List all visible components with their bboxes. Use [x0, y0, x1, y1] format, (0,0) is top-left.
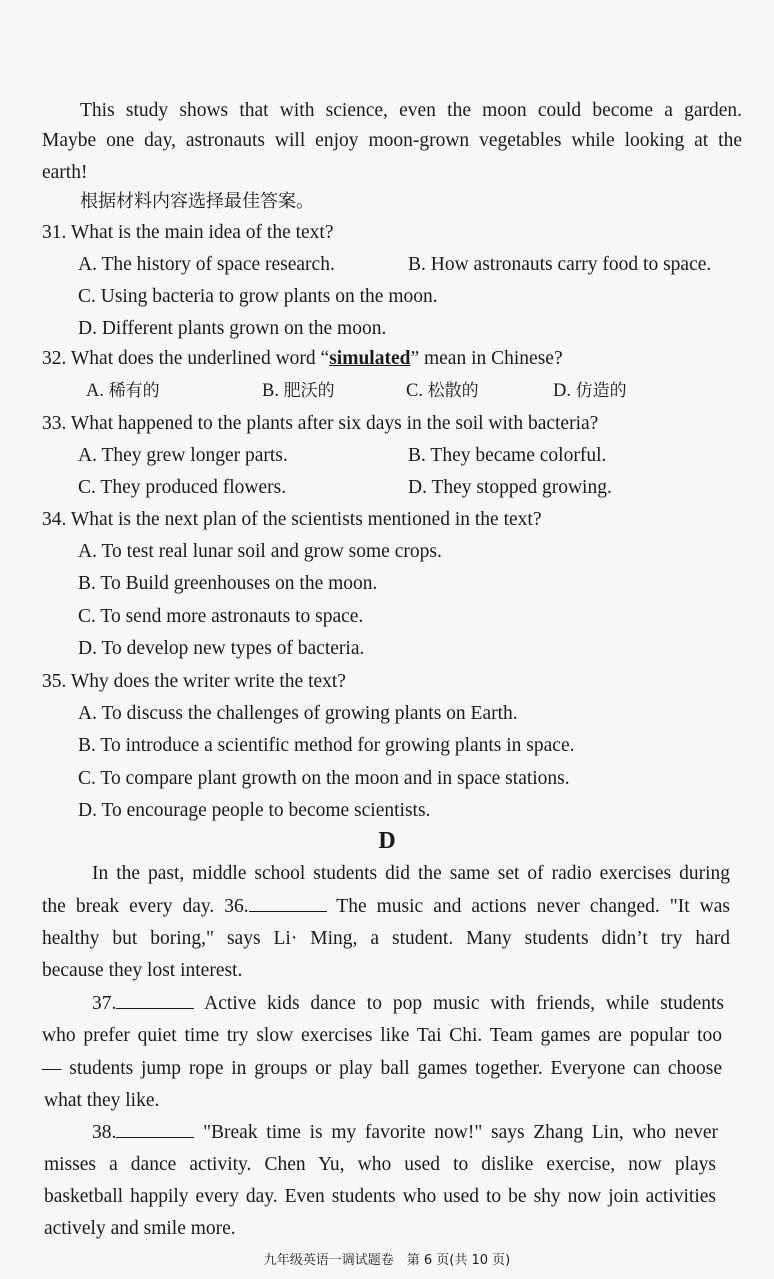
- option-34-d: D. To develop new types of bacteria.: [78, 638, 365, 659]
- para2-line-4: what they like.: [44, 1090, 160, 1111]
- para2-line-3: — students jump rope in groups or play ball games together. Everyone can choose: [42, 1058, 722, 1079]
- question-32-stem-post: ” mean in Chinese?: [410, 348, 563, 369]
- option-32-c: C. 松散的: [406, 381, 479, 401]
- option-35-c: C. To compare plant growth on the moon and in space stations.: [78, 768, 570, 789]
- question-31-stem: 31. What is the main idea of the text?: [42, 222, 334, 243]
- option-32-b: B. 肥沃的: [262, 381, 335, 401]
- para3-line-3: basketball happily every day. Even students who used to be shy now join activities: [44, 1186, 716, 1207]
- option-33-a: A. They grew longer parts.: [78, 445, 288, 466]
- option-34-a: A. To test real lunar soil and grow some crops.: [78, 541, 442, 562]
- blank-37[interactable]: [116, 990, 194, 1009]
- para2-line-2: who prefer quiet time try slow exercises like Tai Chi. Team games are popular too: [42, 1025, 722, 1046]
- blank-38[interactable]: [116, 1119, 194, 1138]
- option-32-d: D. 仿造的: [553, 381, 627, 401]
- blank-36[interactable]: [249, 893, 327, 912]
- intro-line-3: earth!: [42, 162, 88, 183]
- question-33-options-row-1: [78, 442, 774, 470]
- question-33-stem: 33. What happened to the plants after six days in the soil with bacteria?: [42, 413, 599, 434]
- option-35-d: D. To encourage people to become scientists.: [78, 800, 431, 821]
- question-35-stem: 35. Why does the writer write the text?: [42, 671, 346, 692]
- option-31-a: A. The history of space research.: [78, 254, 335, 275]
- option-31-b: B. How astronauts carry food to space.: [408, 254, 712, 275]
- para1-line-1: In the past, middle school students did the same set of radio exercises during: [92, 863, 730, 884]
- option-35-b: B. To introduce a scientific method for growing plants in space.: [78, 735, 575, 756]
- option-33-c: C. They produced flowers.: [78, 477, 287, 498]
- question-33-options-row-2: [78, 474, 774, 502]
- para2-line-1: 37. Active kids dance to pop music with friends, while students: [92, 990, 724, 1018]
- intro-line-1: This study shows that with science, even the moon could become a garden.: [80, 100, 742, 121]
- option-33-b: B. They became colorful.: [408, 445, 607, 466]
- question-31-options-row-1: [78, 251, 774, 279]
- para1-line-3: healthy but boring," says Li· Ming, a student. Many students didn’t try hard: [42, 928, 730, 949]
- question-34-stem: 34. What is the next plan of the scientists mentioned in the text?: [42, 509, 542, 530]
- option-32-a: A. 稀有的: [86, 381, 160, 401]
- option-31-c: C. Using bacteria to grow plants on the moon.: [78, 286, 438, 307]
- section-heading-d: D: [378, 828, 396, 854]
- para1-line-2: the break every day. 36. The music and actions never changed. "It was: [42, 893, 730, 921]
- option-34-b: B. To Build greenhouses on the moon.: [78, 573, 378, 594]
- option-34-c: C. To send more astronauts to space.: [78, 606, 364, 627]
- para1-line-4: because they lost interest.: [42, 960, 243, 981]
- page-footer: 九年级英语一调试题卷 第 6 页(共 10 页): [263, 1253, 511, 1268]
- para3-line-1: 38. "Break time is my favorite now!" says Zhang Lin, who never: [92, 1119, 718, 1147]
- option-33-d: D. They stopped growing.: [408, 477, 612, 498]
- underlined-word: simulated: [329, 348, 411, 369]
- option-35-a: A. To discuss the challenges of growing plants on Earth.: [78, 703, 518, 724]
- question-32-stem-pre: 32. What does the underlined word “: [42, 348, 330, 369]
- para3-line-2: misses a dance activity. Chen Yu, who used to dislike exercise, now plays: [44, 1154, 716, 1175]
- instruction: 根据材料内容选择最佳答案。: [80, 191, 314, 212]
- option-31-d: D. Different plants grown on the moon.: [78, 318, 387, 339]
- intro-line-2: Maybe one day, astronauts will enjoy moon-grown vegetables while looking at the: [42, 130, 742, 151]
- para3-line-4: actively and smile more.: [44, 1218, 236, 1239]
- question-32-stem: [42, 345, 742, 373]
